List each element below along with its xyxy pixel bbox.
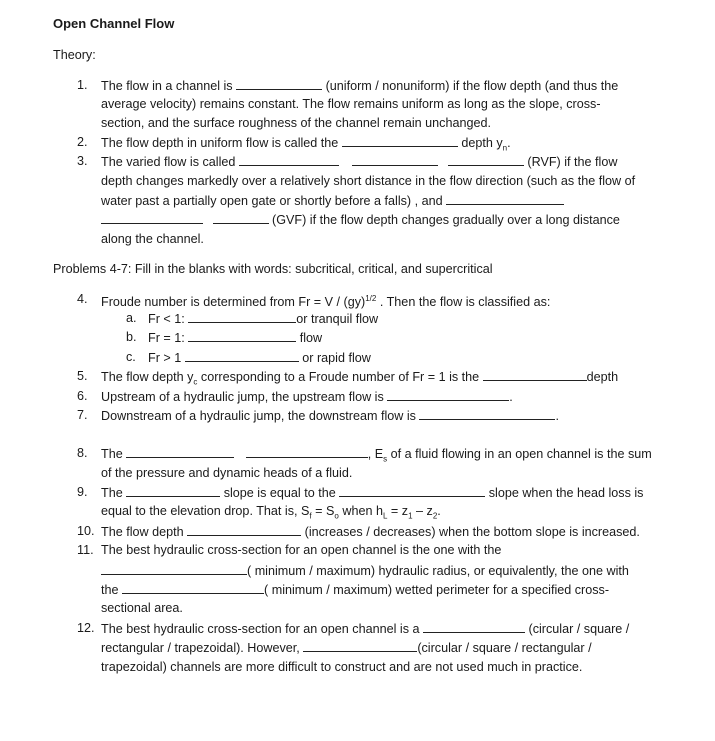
q5-line: The flow depth $y_c$ corresponding to a Froude number of Fr = 1 is the depth (101, 370, 619, 387)
q11-line-3: the ( minimum / maximum) wetted perimeter for a specified cross- (101, 583, 610, 597)
problems-heading: Problems 4-7: Fill in the blanks with words: subcritical, critical, and supercritical (53, 262, 493, 276)
q10-line: The flow depth (increases / decreases) when the bottom slope is increased. (101, 525, 640, 539)
q11-line-2: ( minimum / maximum) hydraulic radius, or equivalently, the one with (101, 562, 629, 579)
q8-line-2: of the pressure and dynamic heads of a fluid. (101, 466, 353, 480)
q4b-blank[interactable] (188, 329, 296, 342)
q1-line-1: The flow in a channel is (uniform / nonuniform) if the flow depth (and thus the (101, 79, 619, 93)
q3-number: 3. (77, 154, 88, 168)
q3-line-2: depth changes markedly over a relatively short distance in the flow direction (such as the flow of (101, 174, 636, 188)
q12-line-1: The best hydraulic cross-section for an open channel is a (circular / square / (101, 622, 630, 636)
q11-line-4: sectional area. (101, 601, 183, 615)
q3-line-5: along the channel. (101, 232, 204, 246)
q10-number: 10. (77, 524, 95, 538)
q11-number: 11. (77, 543, 94, 557)
q5-blank[interactable] (483, 368, 587, 381)
q7-blank[interactable] (419, 407, 555, 420)
q7-line: Downstream of a hydraulic jump, the downstream flow is . (101, 409, 559, 423)
q11-blank-1[interactable] (101, 562, 247, 575)
q12-line-3: trapezoidal) channels are more difficult to construct and are not used much in practice. (101, 660, 583, 674)
q3-line-4: (GVF) if the flow depth changes gradually over a long distance (101, 211, 620, 228)
q12-line-2: rectangular / trapezoidal). However, (circular / square / rectangular / (101, 641, 592, 655)
q5-number: 5. (77, 369, 88, 383)
q6-blank[interactable] (387, 388, 509, 401)
q9-line-2: equal to the elevation drop. That is, $S_f = S_o$ when $h_L = z_1 - z_2$. (101, 504, 441, 521)
q3-blank-2b[interactable] (101, 211, 203, 224)
q4a-letter: a. (126, 311, 137, 325)
q9-blank-2[interactable] (339, 484, 485, 497)
q10-blank[interactable] (187, 523, 301, 536)
q4-line-1: Froude number is determined from Fr = V / (gy)$^{1/2}$ . Then the flow is classified as: (101, 294, 551, 310)
q8-blank-1[interactable] (126, 445, 234, 458)
q8-line-1: The , $E_s$ of a fluid flowing in an open channel is the sum (101, 447, 652, 464)
q1-line-3: section, and the surface roughness of the channel remain unchanged. (101, 116, 491, 130)
q9-number: 9. (77, 485, 88, 499)
q1-number: 1. (77, 78, 88, 92)
q11-line-1: The best hydraulic cross-section for an open channel is the one with the (101, 543, 502, 557)
q8-blank-2[interactable] (246, 445, 368, 458)
q3-blank-1b[interactable] (352, 153, 438, 166)
theory-heading: Theory: (53, 48, 96, 62)
page-title: Open Channel Flow (53, 16, 175, 31)
q1-line-2: average velocity) remains constant. The flow remains uniform as long as the slope, cross- (101, 97, 601, 111)
q12-blank-2[interactable] (303, 639, 417, 652)
q3-blank-2a[interactable] (446, 192, 564, 205)
q2-blank[interactable] (342, 134, 458, 147)
q11-blank-2[interactable] (122, 581, 264, 594)
q2-line-1: The flow depth in uniform flow is called the depth $y_n$. (101, 136, 511, 153)
q12-blank-1[interactable] (423, 620, 525, 633)
q7-number: 7. (77, 408, 88, 422)
q9-line-1: The slope is equal to the slope when the head loss is (101, 486, 644, 500)
q4a-line: Fr < 1: or tranquil flow (148, 312, 379, 326)
q2-number: 2. (77, 135, 88, 149)
q4b-letter: b. (126, 330, 137, 344)
q6-line: Upstream of a hydraulic jump, the upstream flow is . (101, 390, 513, 404)
q1-blank[interactable] (236, 77, 322, 90)
q4-number: 4. (77, 292, 88, 306)
q4c-letter: c. (126, 350, 136, 364)
q3-blank-1c[interactable] (448, 153, 524, 166)
q4a-blank[interactable] (188, 310, 296, 323)
q4b-line: Fr = 1: flow (148, 331, 323, 345)
q9-blank-1[interactable] (126, 484, 220, 497)
q4c-blank[interactable] (185, 349, 299, 362)
q3-blank-2c[interactable] (213, 211, 269, 224)
q3-line-1: The varied flow is called (RVF) if the flow (101, 155, 618, 169)
q4c-line: Fr > 1 or rapid flow (148, 351, 371, 365)
q8-number: 8. (77, 446, 88, 460)
q6-number: 6. (77, 389, 88, 403)
q12-number: 12. (77, 621, 95, 635)
q3-blank-1a[interactable] (239, 153, 339, 166)
q3-line-3: water past a partially open gate or shortly before a falls) , and (101, 192, 564, 209)
